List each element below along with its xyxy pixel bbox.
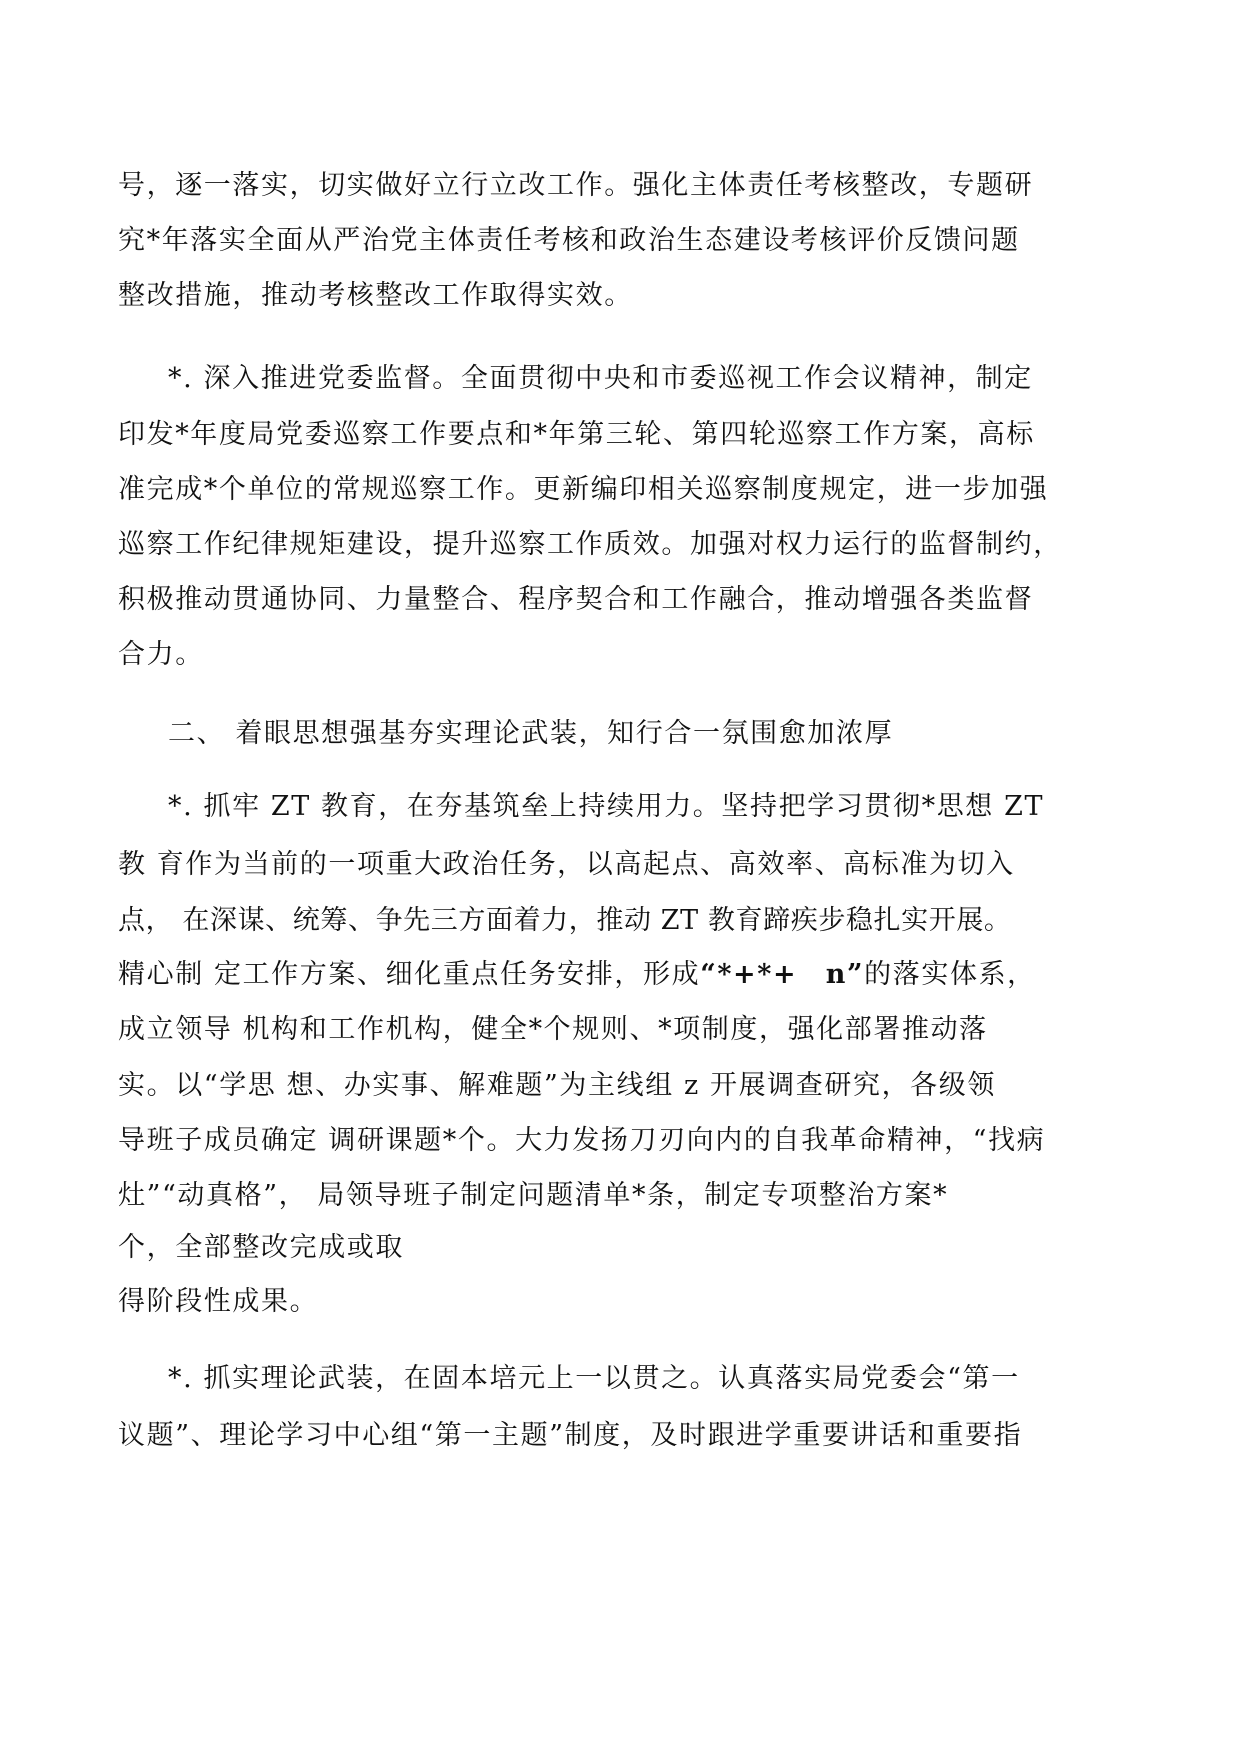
paragraph-line: 合力。 [118,639,204,670]
paragraph-line: 印发*年度局党委巡察工作要点和*年第三轮、第四轮巡察工作方案，高标 [118,419,1035,450]
paragraph-text: 精心制 定工作方案、细化重点任务安排，形成 [118,959,701,990]
paragraph-line [118,955,1036,995]
paragraph-line: 号，逐一落实，切实做好立行立改工作。强化主体责任考核整改，专题研 [118,170,1034,201]
paragraph-line: *. 深入推进党委监督。全面贯彻中央和市委巡视工作会议精神，制定 [168,363,1033,394]
paragraph-line: 灶”“动真格”， 局领导班子制定问题清单*条，制定专项整治方案* [118,1180,949,1211]
paragraph-line: 成立领导 机构和工作机构，健全*个规则、*项制度，强化部署推动落 [118,1014,988,1045]
paragraph-line: 点， 在深谋、统筹、争先三方面着力，推动 ZT 教育蹄疾步稳扎实开展。 [118,905,1012,936]
paragraph-line: 议题”、理论学习中心组“第一主题”制度，及时跟进学重要讲话和重要指 [118,1420,1023,1451]
paragraph-line: 实。以“学思 想、办实事、解难题”为主线组 z 开展调查研究，各级领 [118,1070,996,1101]
paragraph-line: *. 抓牢 ZT 教育，在夯基筑垒上持续用力。坚持把学习贯彻*思想 ZT [168,791,1045,822]
section-heading: 二、 着眼思想强基夯实理论武装，知行合一氛围愈加浓厚 [168,718,894,749]
paragraph-line: *. 抓实理论武装，在固本培元上一以贯之。认真落实局党委会“第一 [168,1363,1020,1394]
quoted-formula: “*+*+ n” [700,959,865,990]
paragraph-line: 巡察工作纪律规矩建设，提升巡察工作质效。加强对权力运行的监督制约， [118,529,1062,560]
paragraph-line: 积极推动贯通协同、力量整合、程序契合和工作融合，推动增强各类监督 [118,584,1034,615]
paragraph-line: 究*年落实全面从严治党主体责任考核和政治生态建设考核评价反馈问题 [118,225,1020,256]
paragraph-line: 得阶段性成果。 [118,1286,319,1317]
paragraph-line: 个，全部整改完成或取 [118,1232,404,1263]
paragraph-line: 导班子成员确定 调研课题*个。大力发扬刀刃向内的自我革命精神，“找病 [118,1125,1046,1156]
paragraph-line: 整改措施，推动考核整改工作取得实效。 [118,280,633,311]
paragraph-line: 教 育作为当前的一项重大政治任务，以高起点、高效率、高标准为切入 [118,849,1015,880]
paragraph-text: 的落实体系， [864,959,1036,990]
paragraph-line: 准完成*个单位的常规巡察工作。更新编印相关巡察制度规定，进一步加强 [118,474,1049,505]
